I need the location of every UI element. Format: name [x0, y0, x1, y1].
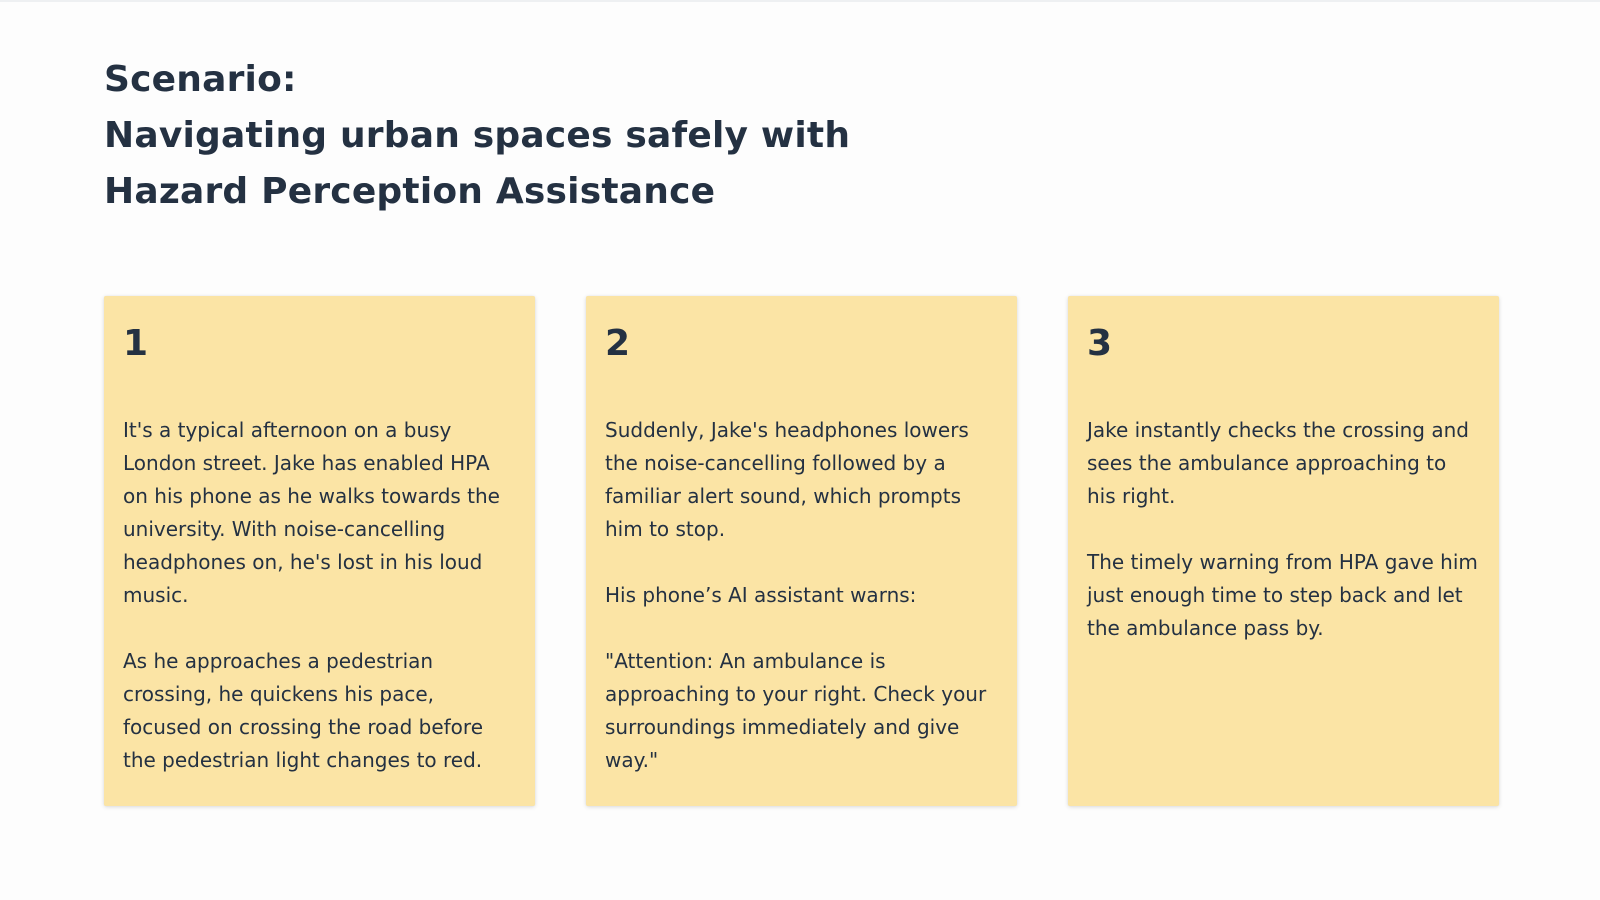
card-paragraph: It's a typical afternoon on a busy London street. Jake has enabled HPA on his phone as he walks towards the university. With noise-cancelling headphones on, he's lost in his loud music.: [123, 418, 500, 607]
card-paragraph: "Attention: An ambulance is approaching to your right. Check your surroundings immediately and give way.": [605, 649, 987, 772]
card-number: 3: [1087, 323, 1113, 364]
scenario-card-2: [586, 296, 1017, 806]
card-body: [1087, 414, 1481, 645]
title-line-navigating: Navigating urban spaces safely with: [104, 115, 851, 156]
card-paragraph: The timely warning from HPA gave him just enough time to step back and let the ambulance pass by.: [1087, 550, 1478, 640]
scenario-card-1: [104, 296, 535, 806]
card-number: 1: [123, 323, 149, 364]
title-line-hazard: Hazard Perception Assistance: [104, 171, 716, 212]
page-title: [104, 52, 1004, 220]
card-paragraph: Jake instantly checks the crossing and sees the ambulance approaching to his right.: [1087, 418, 1469, 508]
title-line-scenario: Scenario:: [104, 59, 297, 100]
card-body: [123, 414, 517, 777]
card-paragraph: As he approaches a pedestrian crossing, he quickens his pace, focused on crossing the road before the pedestrian light changes to red.: [123, 649, 484, 772]
card-paragraph: Suddenly, Jake's headphones lowers the noise-cancelling followed by a familiar alert sound, which prompts him to stop.: [605, 418, 969, 541]
top-divider: [0, 0, 1600, 2]
card-number: 2: [605, 323, 631, 364]
card-paragraph: His phone’s AI assistant warns:: [605, 583, 917, 607]
card-body: [605, 414, 999, 777]
scenario-card-3: [1068, 296, 1499, 806]
